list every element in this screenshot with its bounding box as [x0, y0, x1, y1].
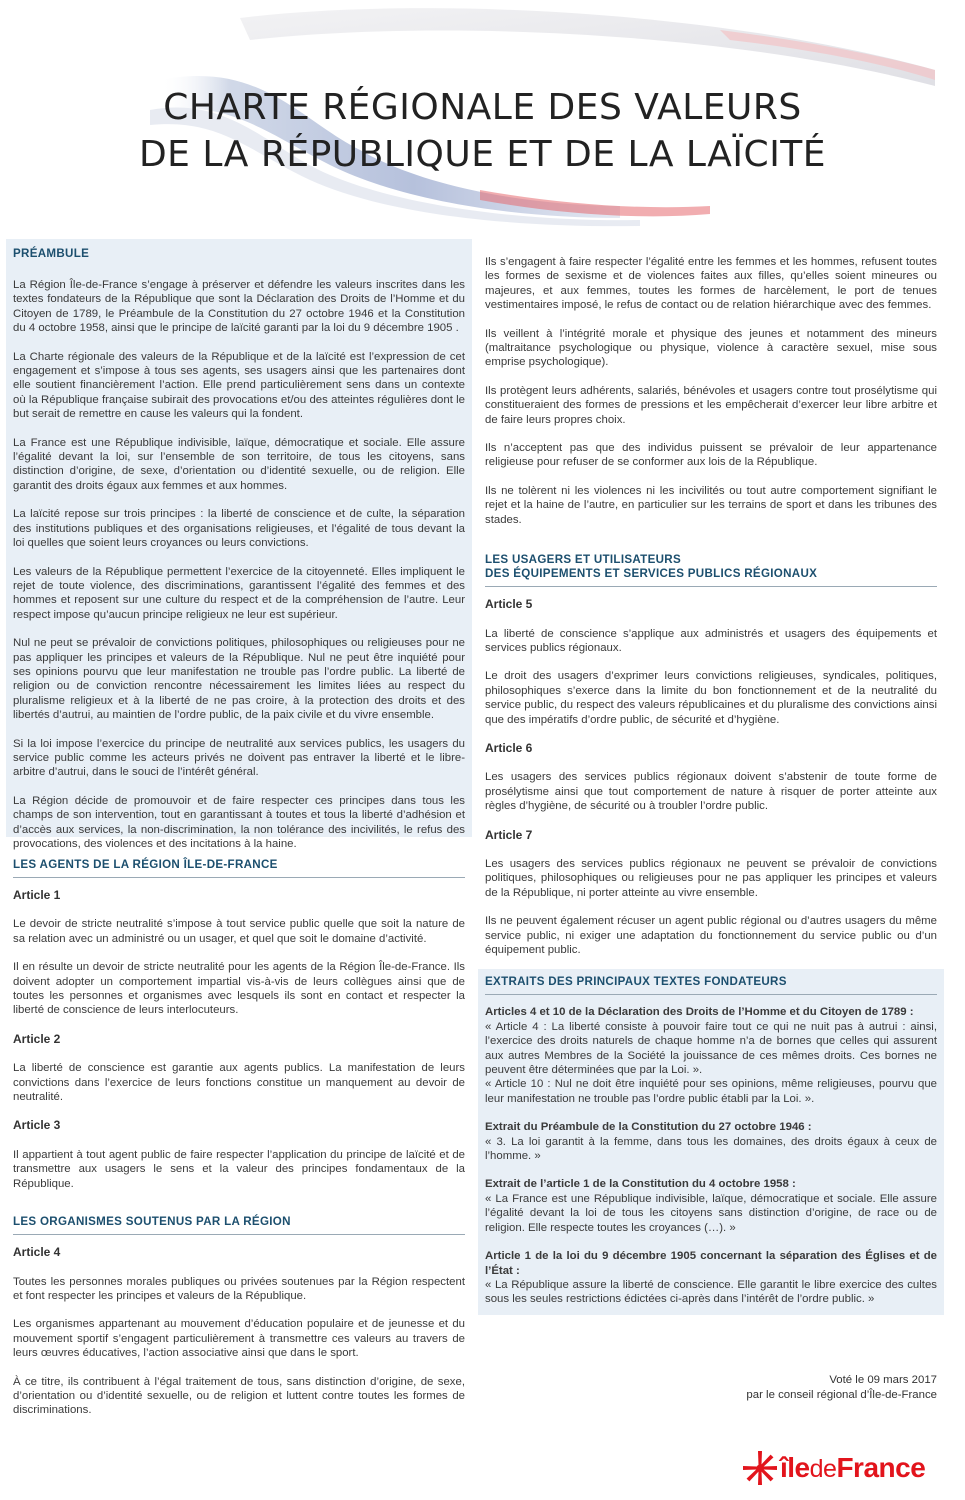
organismes-heading: LES ORGANISMES SOUTENUS PAR LA RÉGION: [13, 1215, 465, 1235]
iledefrance-logo: [742, 1448, 942, 1488]
preambule-paragraph: Nul ne peut se prévaloir de convictions politiques, philosophiques ou religieuses pour ne pas appliquer les principes et valeurs de la République. Nul ne peut être inquiété pour ses opinions pourvu que leur manifestation ne trouble pas l’ordre public. La liberté de religion ou de conviction rencontre nécessairement les limites liées au respect du pluralisme religieux et à la liberté de ne pas croire, à la protection des droits et des libertés d’autrui, au maintien de l’ordre public, de la paix civile et du vivre ensemble.: [13, 637, 465, 722]
article-4-paragraph: À ce titre, ils contribuent à l’égal traitement de tous, sans distinction d’origine, de sexe, d’orientation ou d’identité sexuelle, ou de religion et luttent contre toutes les formes de discriminations.: [13, 1375, 465, 1417]
article-2-paragraph: La liberté de conscience est garantie aux agents publics. La manifestation de leurs convictions dans l’exercice de leurs fonctions constitue un manquement au devoir de neutralité.: [13, 1062, 465, 1104]
article-5-label: Article 5: [485, 597, 533, 612]
logo-de: de: [809, 1455, 837, 1483]
usagers-heading: [485, 553, 937, 587]
loi-1905-text: « La République assure la liberté de conscience. Elle garantit le libre exercice des cultes sous les seules restrictions édictées ci-après dans l’intérêt de l’ordre public. »: [485, 1278, 937, 1306]
article-4-paragraph: Toutes les personnes morales publiques ou privées soutenues par la Région respectent et font respecter les principes et valeurs de la République.: [13, 1275, 465, 1302]
preambule-paragraph: La Charte régionale des valeurs de la République et de la laïcité est l’expression de cet engagement et s’impose à tous ses agents, ses usagers ainsi que les partenaires dont elle soutient financièrement l’action. Elle prend particulièrement sens dans un contexte où la République française subirait des provocations et/ou des atteintes régulières dont le but serait de remettre en cause les valeurs qui la fondent.: [13, 350, 465, 421]
article-1-paragraph: Il en résulte un devoir de stricte neutralité pour les agents de la Région Île-de-France. Ils doivent adopter un comportement impartial vis-à-vis de leurs collègues ainsi que de toutes les personnes et organismes avec lesquels ils sont en contact et respecter la liberté de conscience de leurs interlocuteurs.: [13, 961, 465, 1017]
article-5-paragraph: Le droit des usagers d’exprimer leurs convictions religieuses, syndicales, politiques, philosophiques s’exerce dans la limite du bon fonctionnement et de la neutralité du service public, du respect des valeurs républicaines et du pluralisme des convictions ainsi que des impératifs d’ordre public, de sécurité et d’hygiène.: [485, 670, 937, 726]
logo-wordmark: [780, 1448, 925, 1489]
preambule-paragraph: La Région décide de promouvoir et de faire respecter ces principes dans tous les champs de son intervention, tout en garantissant à toutes et tous la liberté d’adhésion et d’accès aux services, la non-discrimination, la non tolérance des incivilités, le refus des provocations, des violences et des incitations à la haine.: [13, 794, 465, 850]
organismes-paragraph: Ils s’engagent à faire respecter l’égalité entre les femmes et les hommes, refusent toutes les formes de sexisme et de violences faites aux filles, qu’elles soient mineures ou majeures, et aux femmes, toutes les formes de harcèlement, le port de tenues vestimentaires imposé, le refus de contact ou de relation hiérarchique avec des femmes.: [485, 256, 937, 312]
preambule-heading: PRÉAMBULE: [13, 247, 90, 260]
article-6-label: Article 6: [485, 740, 533, 755]
left-body: [6, 858, 472, 1418]
article-1-paragraph: Le devoir de stricte neutralité s’impose à tout service public quelle que soit la nature de sa relation avec un administré ou un usager, et quel que soit le domaine d’activité.: [13, 918, 465, 945]
constitution-1958-text: « La France est une République indivisible, laïque, démocratique et sociale. Elle assure l’égalité devant la loi de tous les citoyens sans distinction d’origine, de race ou de religion. Elle respecte toutes les croyances (…). »: [485, 1192, 937, 1234]
preambule-paragraph: Les valeurs de la République permettent l’exercice de la citoyenneté. Elles impliquent le rejet de toute violence, des discriminations, garantissent l’égalité des femmes et des hommes et reposent sur une culture du respect et de la compréhension de l’autre. Leur respect impose qu’aucun principe religieux ne leur est supérieur.: [13, 565, 465, 621]
title-line-1: CHARTE RÉGIONALE DES VALEURS: [163, 87, 802, 128]
organismes-paragraph: Ils veillent à l’intégrité morale et physique des jeunes et notamment des mineurs (maltraitance psychologique ou physique, violence à caractère sexuel, mise sous emprise psychologique).: [485, 327, 937, 369]
title-line-2: DE LA RÉPUBLIQUE ET DE LA LAÏCITÉ: [138, 134, 827, 175]
vote-date: Voté le 09 mars 2017: [829, 1374, 937, 1386]
preambule-box: [6, 239, 472, 850]
ddhc-title: Articles 4 et 10 de la Déclaration des Droits de l’Homme et du Citoyen de 1789 :: [485, 1006, 914, 1019]
article-2-label: Article 2: [13, 1031, 61, 1046]
article-7-label: Article 7: [485, 827, 533, 842]
article-4-paragraph: Les organismes appartenant au mouvement d’éducation populaire et de jeunesse et du mouvement sportif s’engagent particulièrement à transmettre ces valeurs au travers de leurs œuvres éducatives, l’action associative ainsi que dans le sport.: [13, 1318, 465, 1360]
preambule-paragraph: La Région Île-de-France s’engage à préserver et défendre les valeurs inscrites dans les textes fondateurs de la République que sont la Déclaration des Droits de l’Homme et du Citoyen de 1789, le Préambule de la Constitution du 27 octobre 1946 et la Constitution du 4 octobre 1958, ainsi que le principe de laïcité garanti par la loi du 9 décembre 1905 .: [13, 279, 465, 335]
preambule-paragraph: Si la loi impose l’exercice du principe de neutralité aux services publics, les usagers du service public comme les acteurs privés ne doivent pas entraver la liberté et le libre-arbitre d’autrui, dans le souci de l’intérêt général.: [13, 737, 465, 779]
organismes-paragraph: Ils ne tolèrent ni les violences ni les incivilités ou tout autre comportement signifiant le rejet et la haine de l’autre, en particulier sur les terrains de sport et dans les tribunes des stades.: [485, 484, 937, 526]
loi-1905-title: Article 1 de la loi du 9 décembre 1905 concernant la séparation des Églises et de l’État :: [485, 1250, 937, 1277]
ddhc-article-10: « Article 10 : Nul ne doit être inquiété pour ses opinions, même religieuses, pourvu que leur manifestation ne trouble pas l’ordre public établi par la Loi. ».: [485, 1078, 937, 1105]
preambule-1946-title: Extrait du Préambule de la Constitution du 27 octobre 1946 :: [485, 1121, 812, 1134]
right-column: [478, 255, 944, 1315]
agents-heading: LES AGENTS DE LA RÉGION ÎLE-DE-FRANCE: [13, 858, 465, 878]
left-column: [6, 239, 472, 1432]
preambule-paragraph: La France est une République indivisible, laïque, démocratique et sociale. Elle assure l’égalité devant la loi, sur l’ensemble de son territoire, de tous les citoyens, sans distinction d’origine, de sexe, d’orientation ou d’identité sexuelle, ou de religion. Elle garantit des droits égaux aux femmes et aux hommes.: [13, 436, 465, 492]
logo-ile: île: [780, 1452, 810, 1483]
usagers-heading-line-2: DES ÉQUIPEMENTS ET SERVICES PUBLICS RÉGIONAUX: [485, 567, 818, 581]
article-7-paragraph: Ils ne peuvent également récuser un agent public régional ou d’autres usagers du même service public, ni exiger une adaptation du fonctionnement du service public ou d’un équipement public.: [485, 915, 937, 956]
organismes-paragraph: Ils protègent leurs adhérents, salariés, bénévoles et usagers contre tout prosélytisme qui constitueraient des formes de pressions et les empêcherait d’exercer leur libre arbitre et de faire leurs propres choix.: [485, 384, 937, 426]
article-3-label: Article 3: [13, 1118, 61, 1133]
preambule-paragraph: La laïcité repose sur trois principes : la liberté de conscience et de culte, la séparation des institutions publiques et des organisations religieuses, et l’égalité de tous devant la loi quelles que soient leurs croyances ou leurs convictions.: [13, 508, 465, 550]
vote-council: par le conseil régional d’Île-de-France: [746, 1389, 937, 1401]
article-1-label: Article 1: [13, 888, 61, 902]
vote-note: [746, 1373, 937, 1403]
article-4-label: Article 4: [13, 1245, 61, 1260]
organismes-continued: [478, 255, 944, 957]
article-3-paragraph: Il appartient à tout agent public de faire respecter l’application du principe de laïcité et de transmettre aux usagers le sens et la valeur des principes fondamentaux de la République.: [13, 1148, 465, 1190]
organismes-paragraph: Ils n’acceptent pas que des individus puissent se prévaloir de leur appartenance religieuse pour refuser de se conformer aux lois de la République.: [485, 442, 937, 469]
page-title: [0, 84, 965, 178]
logo-france: France: [836, 1452, 926, 1483]
star-icon: [742, 1450, 778, 1486]
preambule-1946-text: « 3. La loi garantit à la femme, dans tous les domaines, des droits égaux à ceux de l’homme. »: [485, 1135, 937, 1163]
article-5-paragraph: La liberté de conscience s’applique aux administrés et usagers des équipements et services publics régionaux.: [485, 627, 937, 654]
usagers-heading-line-1: LES USAGERS ET UTILISATEURS: [485, 553, 681, 567]
article-6-paragraph: Les usagers des services publics régionaux doivent s’abstenir de toute forme de prosélytisme ainsi que tout comportement de nature à risquer de porter atteinte aux règles d’hygiène, de sécurité ou à troubler l’ordre public.: [485, 771, 937, 813]
article-7-paragraph: Les usagers des services publics régionaux ne peuvent se prévaloir de convictions politiques, philosophiques ou religieuses pour ne pas appliquer les principes et valeurs de la République, ni porter atteinte au vivre ensemble.: [485, 857, 937, 899]
extraits-box: [478, 969, 944, 1314]
extraits-heading: EXTRAITS DES PRINCIPAUX TEXTES FONDATEURS: [485, 975, 937, 995]
ddhc-article-4: « Article 4 : La liberté consiste à pouvoir faire tout ce qui ne nuit pas à autrui : ainsi, l’exercice des droits naturels de chaque homme n’a de bornes que celles qui assurent aux autres Membres de la Société la jouissance de ces mêmes droits. Ces bornes ne peuvent être déterminées que par la Loi. ».: [485, 1020, 937, 1077]
constitution-1958-title: Extrait de l’article 1 de la Constitution du 4 octobre 1958 :: [485, 1178, 796, 1191]
